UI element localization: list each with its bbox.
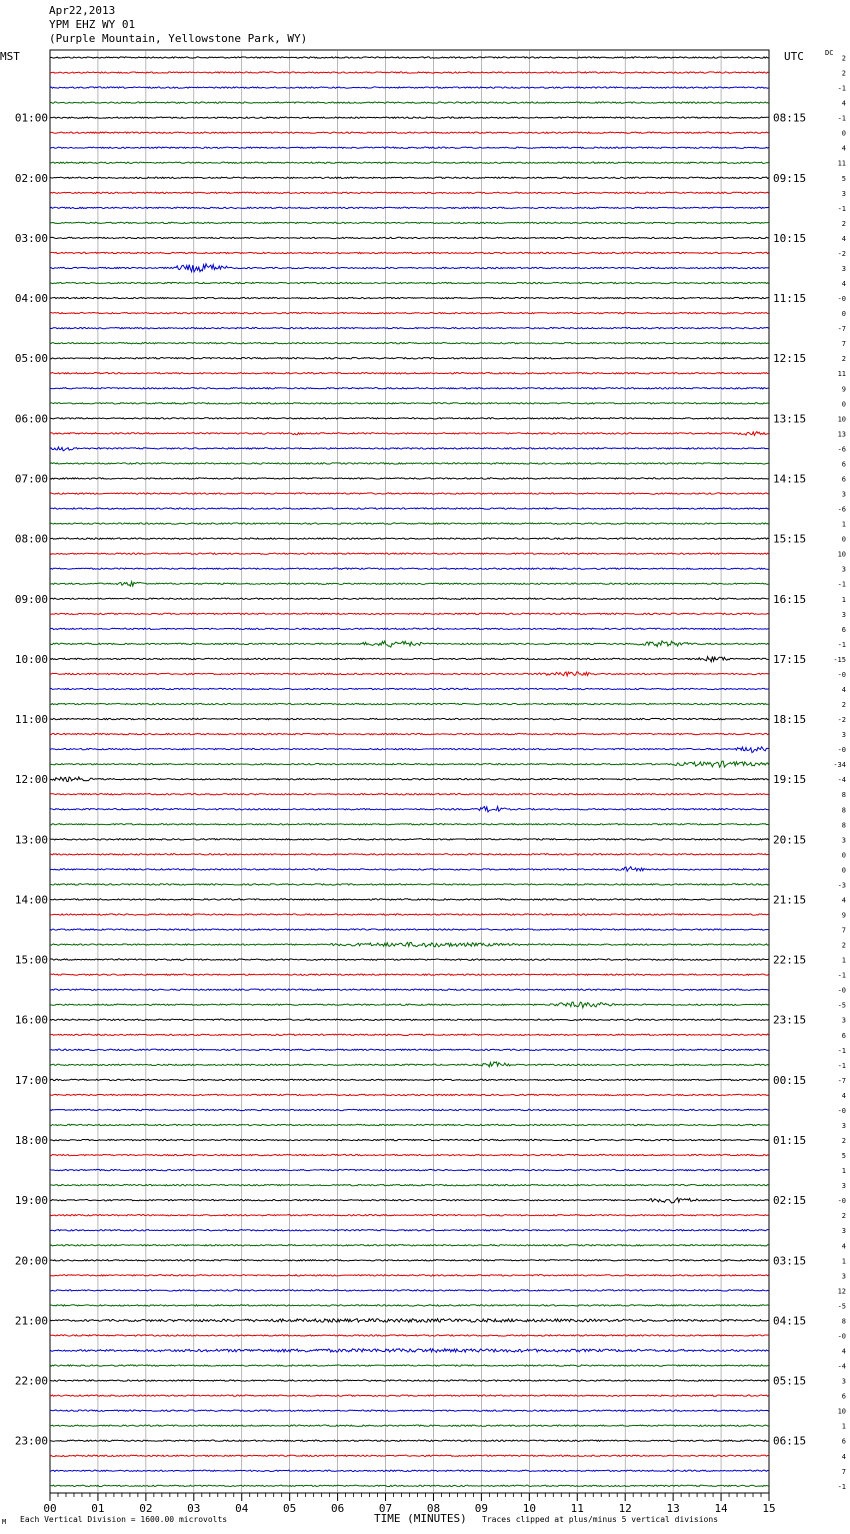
trace-line bbox=[50, 1169, 769, 1170]
trace-line bbox=[50, 1109, 769, 1110]
trace-line bbox=[50, 1275, 769, 1276]
trace-line bbox=[50, 1079, 769, 1080]
x-tick-label: 05 bbox=[283, 1502, 297, 1515]
trace-line bbox=[50, 222, 769, 223]
dc-offset-label: 8 bbox=[841, 1317, 846, 1326]
dc-offset-label: 11 bbox=[837, 370, 846, 379]
dc-offset-label: -0 bbox=[837, 1106, 846, 1115]
trace-line bbox=[50, 672, 769, 676]
dc-offset-label: 3 bbox=[841, 836, 846, 845]
trace-line bbox=[50, 884, 769, 885]
trace-line bbox=[50, 403, 769, 404]
dc-offset-label: -6 bbox=[837, 505, 846, 514]
trace-line bbox=[50, 854, 769, 855]
dc-offset-label: 3 bbox=[841, 1121, 846, 1130]
x-tick-label: 08 bbox=[426, 1502, 441, 1515]
right-hour-label: 02:15 bbox=[773, 1194, 807, 1208]
trace-line bbox=[50, 447, 769, 451]
plot-frame bbox=[50, 50, 769, 1493]
trace-line bbox=[50, 1245, 769, 1246]
trace-line bbox=[50, 1485, 769, 1486]
trace-line bbox=[50, 192, 769, 193]
trace-line bbox=[50, 1260, 769, 1261]
trace-line bbox=[50, 777, 769, 782]
dc-offset-label: 12 bbox=[837, 1287, 846, 1296]
trace-line bbox=[50, 418, 769, 419]
dc-offset-label: 7 bbox=[841, 926, 846, 935]
right-hour-label: 06:15 bbox=[773, 1434, 807, 1448]
trace-line bbox=[50, 327, 769, 328]
right-hour-label: 05:15 bbox=[773, 1374, 807, 1388]
x-tick-label: 00 bbox=[43, 1502, 57, 1515]
trace-line bbox=[50, 761, 769, 767]
trace-line bbox=[50, 899, 769, 900]
dc-offset-label: 3 bbox=[841, 1227, 846, 1236]
dc-offset-label: 2 bbox=[841, 69, 846, 78]
x-tick-label: 15 bbox=[762, 1502, 776, 1515]
dc-offset-label: 4 bbox=[841, 1347, 846, 1356]
dc-offset-label: 1 bbox=[841, 520, 846, 529]
dc-offset-label: 2 bbox=[841, 701, 846, 710]
trace-line bbox=[50, 1349, 769, 1353]
right-hour-label: 19:15 bbox=[773, 773, 807, 787]
trace-line bbox=[50, 493, 769, 494]
x-tick-label: 11 bbox=[570, 1502, 584, 1515]
trace-line bbox=[50, 1139, 769, 1140]
dc-offset-label: -1 bbox=[837, 640, 846, 649]
trace-line bbox=[50, 1094, 769, 1095]
scale-note: Each Vertical Division = 1600.00 microvolts bbox=[20, 1515, 228, 1524]
trace-line bbox=[50, 959, 769, 960]
x-tick-label: 03 bbox=[187, 1502, 201, 1515]
dc-offset-label: 9 bbox=[841, 911, 846, 920]
trace-line bbox=[50, 1230, 769, 1231]
dc-offset-label: 5 bbox=[841, 174, 846, 183]
trace-line bbox=[50, 57, 769, 58]
trace-line bbox=[50, 1380, 769, 1381]
trace-line bbox=[50, 582, 769, 587]
trace-line bbox=[50, 252, 769, 253]
right-hour-label: 08:15 bbox=[773, 111, 807, 125]
right-hour-label: 03:15 bbox=[773, 1254, 807, 1268]
right-hour-label: 18:15 bbox=[773, 713, 807, 727]
left-hour-label: 08:00 bbox=[14, 532, 48, 546]
trace-line bbox=[50, 568, 769, 569]
dc-offset-label: 3 bbox=[841, 610, 846, 619]
trace-line bbox=[50, 839, 769, 840]
clip-note: Traces clipped at plus/minus 5 vertical divisions bbox=[482, 1515, 719, 1524]
dc-offset-label: 3 bbox=[841, 1272, 846, 1281]
trace-line bbox=[50, 117, 769, 118]
trace-line bbox=[50, 264, 769, 272]
right-hour-label: 10:15 bbox=[773, 231, 807, 245]
dc-offset-label: 3 bbox=[841, 1016, 846, 1025]
dc-offset-label: -0 bbox=[837, 295, 846, 304]
dc-offset-label: 11 bbox=[837, 159, 846, 168]
dc-offset-label: 4 bbox=[841, 685, 846, 694]
dc-offset-label: -7 bbox=[837, 325, 846, 334]
dc-offset-label: 2 bbox=[841, 355, 846, 364]
trace-line bbox=[50, 207, 769, 208]
dc-offset-label: 8 bbox=[841, 806, 846, 815]
dc-offset-label: 4 bbox=[841, 1452, 846, 1461]
trace-line bbox=[50, 656, 769, 661]
trace-line bbox=[50, 1470, 769, 1471]
trace-line bbox=[50, 508, 769, 509]
trace-line bbox=[50, 747, 769, 753]
trace-line bbox=[50, 373, 769, 374]
dc-offset-label: 1 bbox=[841, 956, 846, 965]
trace-line bbox=[50, 1124, 769, 1125]
dc-offset-label: 6 bbox=[841, 1031, 846, 1040]
trace-line bbox=[50, 1002, 769, 1008]
dc-offset-label: 4 bbox=[841, 1242, 846, 1251]
dc-offset-label: 3 bbox=[841, 264, 846, 273]
dc-offset-label: 6 bbox=[841, 460, 846, 469]
dc-offset-label: 4 bbox=[841, 1091, 846, 1100]
trace-line bbox=[50, 1335, 769, 1336]
trace-line bbox=[50, 1410, 769, 1411]
x-tick-label: 10 bbox=[522, 1502, 536, 1515]
dc-offset-label: -2 bbox=[837, 249, 846, 258]
right-hour-label: 13:15 bbox=[773, 412, 807, 426]
left-hour-label: 18:00 bbox=[14, 1134, 48, 1148]
trace-line bbox=[50, 432, 769, 436]
trace-line bbox=[50, 1425, 769, 1426]
x-tick-label: 07 bbox=[378, 1502, 393, 1515]
left-hour-label: 20:00 bbox=[14, 1254, 48, 1268]
dc-offset-label: -15 bbox=[833, 655, 846, 664]
left-hour-label: 02:00 bbox=[14, 171, 48, 185]
dc-offset-label: 4 bbox=[841, 896, 846, 905]
corner-mark: M bbox=[2, 1518, 7, 1526]
dc-offset-label: -0 bbox=[837, 746, 846, 755]
trace-line bbox=[50, 989, 769, 990]
trace-line bbox=[50, 733, 769, 734]
dc-offset-label: 2 bbox=[841, 219, 846, 228]
dc-offset-label: 10 bbox=[837, 1407, 846, 1416]
dc-offset-label: -34 bbox=[833, 761, 846, 770]
right-hour-label: 15:15 bbox=[773, 532, 807, 546]
left-hour-label: 10:00 bbox=[14, 652, 48, 666]
dc-offset-label: 10 bbox=[837, 550, 846, 559]
dc-offset-label: -0 bbox=[837, 1332, 846, 1341]
trace-line bbox=[50, 1440, 769, 1441]
trace-line bbox=[50, 162, 769, 163]
dc-offset-label: 7 bbox=[841, 1467, 846, 1476]
dc-offset-label: -0 bbox=[837, 986, 846, 995]
trace-line bbox=[50, 824, 769, 825]
left-hour-label: 04:00 bbox=[14, 292, 48, 306]
trace-line bbox=[50, 1305, 769, 1306]
trace-line bbox=[50, 1198, 769, 1203]
dc-offset-label: 10 bbox=[837, 415, 846, 424]
trace-line bbox=[50, 237, 769, 238]
trace-line bbox=[50, 553, 769, 554]
trace-line bbox=[50, 177, 769, 178]
right-hour-label: 17:15 bbox=[773, 652, 807, 666]
left-timezone-label: MST bbox=[0, 50, 20, 63]
dc-offset-label: 4 bbox=[841, 144, 846, 153]
trace-line bbox=[50, 297, 769, 298]
dc-offset-label: -1 bbox=[837, 114, 846, 123]
dc-offset-label: -1 bbox=[837, 1046, 846, 1055]
dc-offset-label: 4 bbox=[841, 99, 846, 108]
right-hour-label: 11:15 bbox=[773, 292, 807, 306]
trace-line bbox=[50, 1049, 769, 1050]
left-hour-label: 21:00 bbox=[14, 1314, 48, 1328]
trace-line bbox=[50, 342, 769, 343]
trace-line bbox=[50, 478, 769, 479]
dc-offset-label: 1 bbox=[841, 1167, 846, 1176]
dc-offset-label: 0 bbox=[841, 400, 846, 409]
dc-offset-label: -1 bbox=[837, 1061, 846, 1070]
trace-line bbox=[50, 388, 769, 389]
dc-offset-label: 3 bbox=[841, 731, 846, 740]
trace-line bbox=[50, 132, 769, 133]
x-tick-label: 02 bbox=[139, 1502, 153, 1515]
trace-line bbox=[50, 1455, 769, 1456]
trace-line bbox=[50, 1154, 769, 1155]
dc-offset-label: -0 bbox=[837, 1197, 846, 1206]
dc-offset-label: 3 bbox=[841, 490, 846, 499]
dc-offset-label: 2 bbox=[841, 941, 846, 950]
trace-line bbox=[50, 718, 769, 719]
right-hour-label: 12:15 bbox=[773, 352, 807, 366]
dc-offset-label: 1 bbox=[841, 1257, 846, 1266]
dc-offset-label: 6 bbox=[841, 475, 846, 484]
right-hour-label: 21:15 bbox=[773, 893, 807, 907]
dc-offset-label: 7 bbox=[841, 340, 846, 349]
trace-line bbox=[50, 807, 769, 812]
dc-offset-label: -4 bbox=[837, 1362, 846, 1371]
chart-location: (Purple Mountain, Yellowstone Park, WY) bbox=[49, 32, 308, 45]
dc-offset-label: 2 bbox=[841, 1212, 846, 1221]
trace-line bbox=[50, 688, 769, 689]
dc-offset-label: -2 bbox=[837, 716, 846, 725]
dc-offset-label: -6 bbox=[837, 445, 846, 454]
dc-offset-label: -5 bbox=[837, 1302, 846, 1311]
left-hour-label: 01:00 bbox=[14, 111, 48, 125]
x-tick-label: 13 bbox=[666, 1502, 680, 1515]
trace-line bbox=[50, 794, 769, 795]
left-hour-label: 09:00 bbox=[14, 592, 48, 606]
right-hour-label: 01:15 bbox=[773, 1134, 807, 1148]
left-hour-label: 06:00 bbox=[14, 412, 48, 426]
trace-line bbox=[50, 463, 769, 464]
trace-line bbox=[50, 1395, 769, 1396]
dc-offset-label: 2 bbox=[841, 54, 846, 63]
dc-offset-label: 4 bbox=[841, 280, 846, 289]
x-tick-label: 01 bbox=[91, 1502, 105, 1515]
dc-offset-label: -3 bbox=[837, 881, 846, 890]
dc-offset-label: 0 bbox=[841, 310, 846, 319]
trace-line bbox=[50, 613, 769, 614]
trace-line bbox=[50, 1215, 769, 1216]
chart-date: Apr22,2013 bbox=[49, 4, 116, 17]
right-hour-label: 00:15 bbox=[773, 1073, 807, 1087]
trace-line bbox=[50, 523, 769, 524]
x-tick-label: 04 bbox=[235, 1502, 249, 1515]
dc-offset-label: 0 bbox=[841, 129, 846, 138]
x-tick-label: 12 bbox=[618, 1502, 632, 1515]
dc-offset-label: 8 bbox=[841, 821, 846, 830]
dc-offset-label: 0 bbox=[841, 851, 846, 860]
dc-offset-label: 6 bbox=[841, 1437, 846, 1446]
left-hour-label: 19:00 bbox=[14, 1194, 48, 1208]
left-hour-label: 03:00 bbox=[14, 231, 48, 245]
trace-line bbox=[50, 641, 769, 647]
trace-line bbox=[50, 1365, 769, 1366]
left-hour-label: 14:00 bbox=[14, 893, 48, 907]
left-hour-label: 22:00 bbox=[14, 1374, 48, 1388]
dc-offset-label: -1 bbox=[837, 1482, 846, 1491]
right-hour-label: 16:15 bbox=[773, 592, 807, 606]
dc-offset-label: -1 bbox=[837, 204, 846, 213]
trace-line bbox=[50, 929, 769, 930]
right-hour-label: 04:15 bbox=[773, 1314, 807, 1328]
trace-line bbox=[50, 72, 769, 73]
dc-offset-label: 1 bbox=[841, 1422, 846, 1431]
trace-line bbox=[50, 282, 769, 283]
trace-line bbox=[50, 703, 769, 704]
trace-line bbox=[50, 1034, 769, 1035]
x-tick-label: 14 bbox=[714, 1502, 728, 1515]
left-hour-label: 17:00 bbox=[14, 1073, 48, 1087]
trace-line bbox=[50, 1319, 769, 1323]
trace-line bbox=[50, 312, 769, 313]
trace-line bbox=[50, 87, 769, 88]
left-hour-label: 13:00 bbox=[14, 833, 48, 847]
right-hour-label: 22:15 bbox=[773, 953, 807, 967]
trace-line bbox=[50, 147, 769, 148]
trace-line bbox=[50, 1019, 769, 1020]
trace-line bbox=[50, 598, 769, 599]
dc-offset-label: -5 bbox=[837, 1001, 846, 1010]
trace-line bbox=[50, 867, 769, 872]
dc-offset-label: 13 bbox=[837, 430, 846, 439]
left-hour-label: 11:00 bbox=[14, 713, 48, 727]
left-hour-label: 07:00 bbox=[14, 472, 48, 486]
dc-offset-label: 0 bbox=[841, 866, 846, 875]
chart-station: YPM EHZ WY 01 bbox=[49, 18, 136, 31]
trace-line bbox=[50, 1290, 769, 1291]
left-hour-label: 05:00 bbox=[14, 352, 48, 366]
trace-line bbox=[50, 914, 769, 915]
trace-line bbox=[50, 1062, 769, 1067]
dc-offset-label: 3 bbox=[841, 1377, 846, 1386]
right-hour-label: 14:15 bbox=[773, 472, 807, 486]
right-timezone-label: UTC bbox=[784, 50, 804, 63]
x-tick-label: 06 bbox=[330, 1502, 345, 1515]
trace-line bbox=[50, 628, 769, 629]
dc-offset-label: 1 bbox=[841, 595, 846, 604]
right-hour-label: 23:15 bbox=[773, 1013, 807, 1027]
dc-offset-label: 3 bbox=[841, 189, 846, 198]
left-hour-label: 23:00 bbox=[14, 1434, 48, 1448]
left-hour-label: 16:00 bbox=[14, 1013, 48, 1027]
dc-offset-label: 6 bbox=[841, 1392, 846, 1401]
dc-offset-label: 0 bbox=[841, 535, 846, 544]
dc-offset-label: 4 bbox=[841, 234, 846, 243]
x-tick-label: 09 bbox=[474, 1502, 489, 1515]
trace-line bbox=[50, 102, 769, 103]
x-axis-label: TIME (MINUTES) bbox=[374, 1512, 467, 1525]
dc-offset-label: 8 bbox=[841, 791, 846, 800]
trace-line bbox=[50, 358, 769, 359]
left-hour-label: 15:00 bbox=[14, 953, 48, 967]
dc-offset-label: -1 bbox=[837, 84, 846, 93]
right-hour-label: 09:15 bbox=[773, 171, 807, 185]
dc-offset-label: 3 bbox=[841, 565, 846, 574]
trace-line bbox=[50, 942, 769, 946]
dc-offset-label: -7 bbox=[837, 1076, 846, 1085]
dc-label: DC bbox=[825, 49, 834, 57]
right-hour-label: 20:15 bbox=[773, 833, 807, 847]
dc-offset-label: -1 bbox=[837, 580, 846, 589]
dc-offset-label: 9 bbox=[841, 385, 846, 394]
dc-offset-label: -4 bbox=[837, 776, 846, 785]
dc-offset-label: 3 bbox=[841, 1182, 846, 1191]
dc-offset-label: -1 bbox=[837, 971, 846, 980]
dc-offset-label: -0 bbox=[837, 670, 846, 679]
dc-offset-label: 2 bbox=[841, 1137, 846, 1146]
trace-line bbox=[50, 1184, 769, 1185]
trace-line bbox=[50, 538, 769, 539]
dc-offset-label: 6 bbox=[841, 625, 846, 634]
dc-offset-label: 5 bbox=[841, 1152, 846, 1161]
left-hour-label: 12:00 bbox=[14, 773, 48, 787]
trace-line bbox=[50, 974, 769, 975]
